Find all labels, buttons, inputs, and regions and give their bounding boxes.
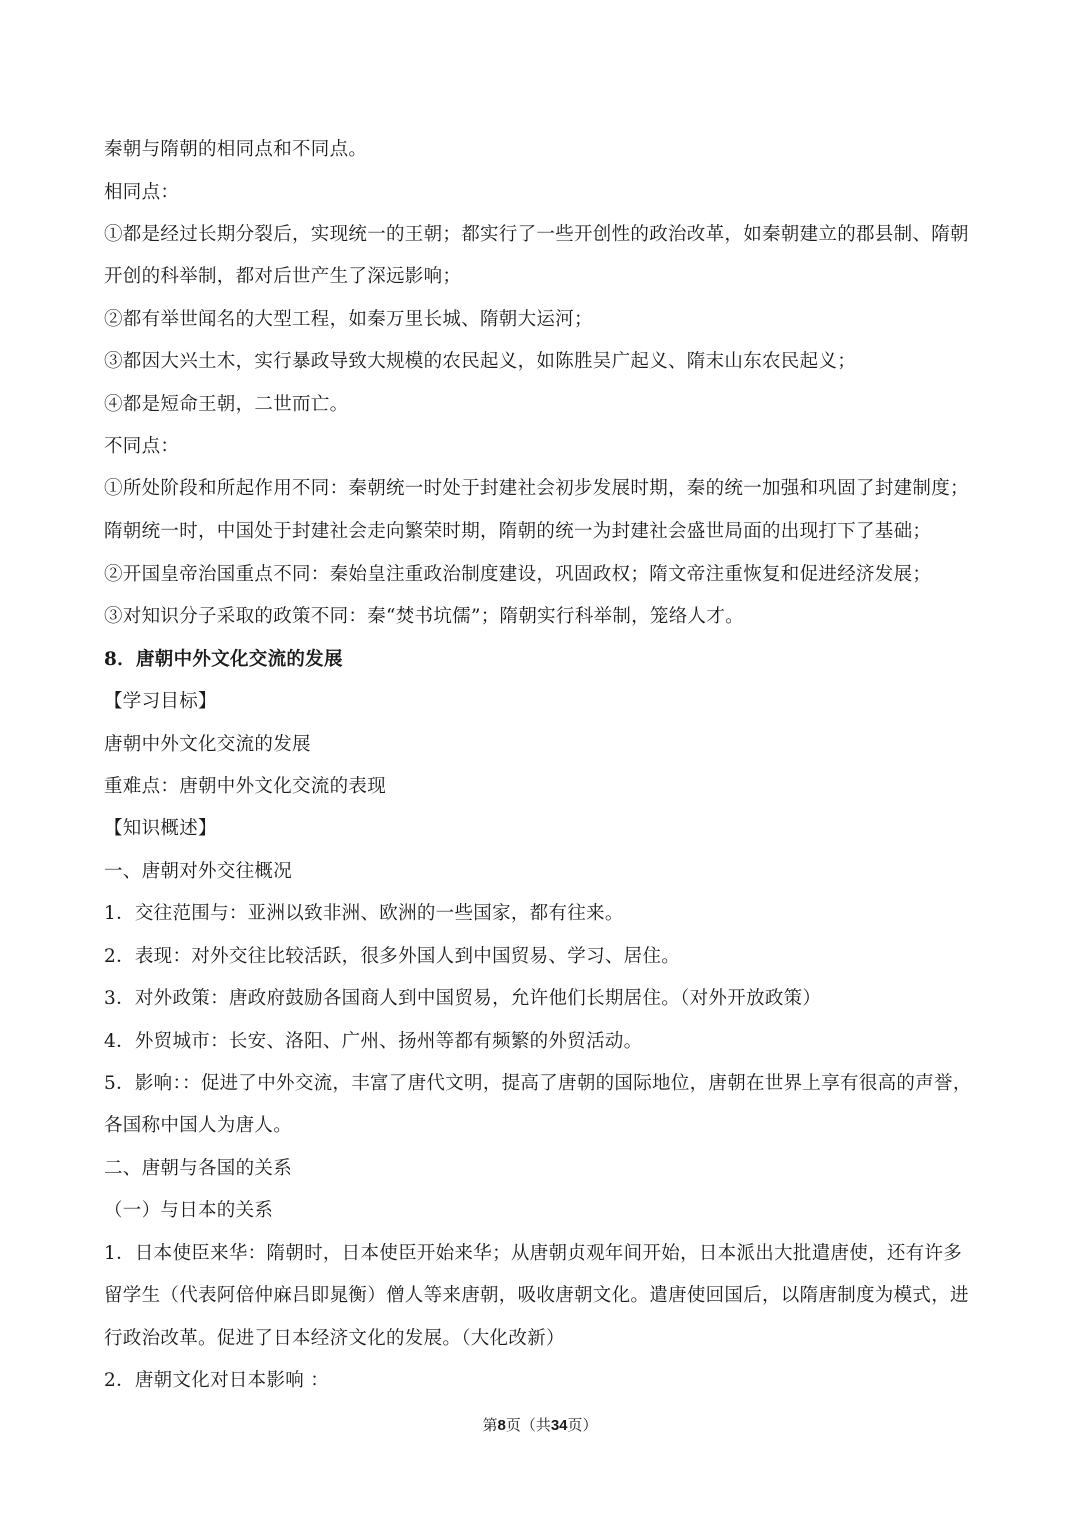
text-line: 隋朝统一时，中国处于封建社会走向繁荣时期，隋朝的统一为封建社会盛世局面的出现打下了基础； (104, 521, 932, 542)
text-line: 相同点： (104, 182, 180, 203)
page-footer (0, 1414, 1080, 1435)
text-line: 行政治改革。促进了日本经济文化的发展。（大化改新） (104, 1328, 565, 1349)
text-line: 留学生（代表阿倍仲麻吕即晁衡）僧人等来唐朝，吸收唐朝文化。遣唐使回国后，以隋唐制度为模式，进 (104, 1285, 969, 1306)
section-heading: 8．唐朝中外文化交流的发展 (104, 649, 343, 670)
footer-middle: 页（共 (505, 1416, 551, 1434)
page-total: 34 (550, 1417, 568, 1434)
text-line: 2．表现：对外交往比较活跃，很多外国人到中国贸易、学习、居住。 (104, 946, 681, 967)
footer-prefix: 第 (482, 1416, 498, 1434)
text-line: ①都是经过长期分裂后，实现统一的王朝；都实行了一些开创性的政治改革，如秦朝建立的郡县制、隋朝 (104, 224, 969, 245)
text-line: 【学习目标】 (104, 691, 217, 712)
text-line: 重难点：唐朝中外文化交流的表现 (104, 776, 387, 797)
text-line: 1．日本使臣来华：隋朝时，日本使臣开始来华；从唐朝贞观年间开始，日本派出大批遣唐使，还有许多 (104, 1243, 963, 1264)
text-line: ②都有举世闻名的大型工程，如秦万里长城、隋朝大运河； (104, 309, 593, 330)
text-line: 唐朝中外文化交流的发展 (104, 734, 311, 755)
text-line: 二、唐朝与各国的关系 (104, 1158, 293, 1179)
text-line: 1．交往范围与：亚洲以致非洲、欧洲的一些国家，都有往来。 (104, 903, 624, 924)
text-line: 4．外贸城市：长安、洛阳、广州、扬州等都有频繁的外贸活动。 (104, 1031, 643, 1052)
text-line: ②开国皇帝治国重点不同：秦始皇注重政治制度建设，巩固政权；隋文帝注重恢复和促进经济发展； (104, 564, 932, 585)
text-line: 不同点： (104, 436, 180, 457)
footer-suffix: 页） (567, 1416, 598, 1434)
text-line: 3．对外政策：唐政府鼓励各国商人到中国贸易，允许他们长期居住。（对外开放政策） (104, 988, 822, 1009)
text-line: 【知识概述】 (104, 818, 217, 839)
text-line: 一、唐朝对外交往概况 (104, 861, 293, 882)
page-number: 8 (497, 1417, 506, 1434)
text-line: 各国称中国人为唐人。 (104, 1115, 293, 1136)
text-line: 5．影响：：促进了中外交流，丰富了唐代文明，提高了唐朝的国际地位，唐朝在世界上享有很高的声誉， (104, 1073, 972, 1094)
text-line: ④都是短命王朝，二世而亡。 (104, 394, 349, 415)
text-line: ①所处阶段和所起作用不同：秦朝统一时处于封建社会初步发展时期，秦的统一加强和巩固了封建制度； (104, 478, 969, 499)
text-line: 开创的科举制，都对后世产生了深远影响； (104, 266, 462, 287)
text-line: ③都因大兴土木，实行暴政导致大规模的农民起义，如陈胜吴广起义、隋末山东农民起义； (104, 351, 857, 372)
text-line: 2．唐朝文化对日本影响 ： (104, 1370, 330, 1391)
text-line: （一）与日本的关系 (104, 1200, 274, 1221)
text-line: ③对知识分子采取的政策不同：秦“焚书坑儒”；隋朝实行科举制，笼络人才。 (104, 606, 744, 627)
text-line: 秦朝与隋朝的相同点和不同点。 (104, 139, 368, 160)
